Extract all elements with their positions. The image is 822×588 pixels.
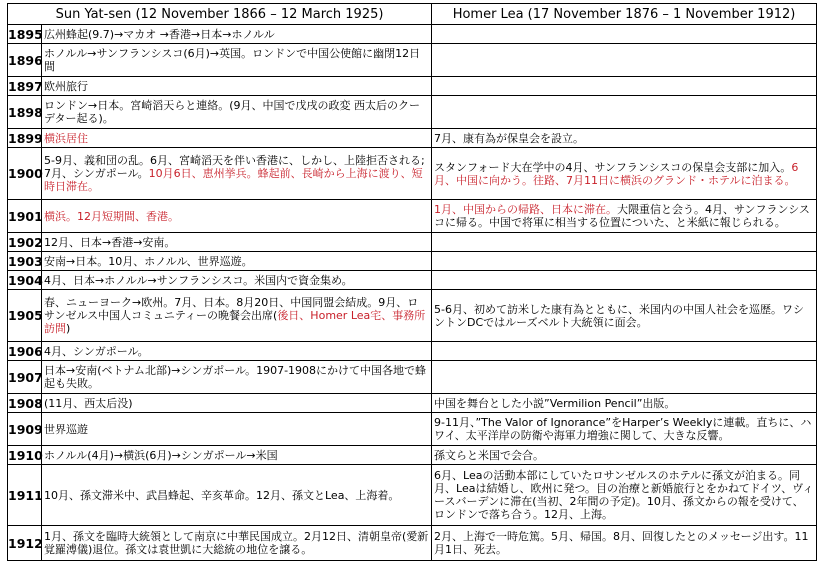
- event-text: 広州蜂起(9.7)→マカオ →香港→日本→ホノルル: [44, 27, 275, 41]
- event-text: 4月、シンガポール。: [44, 344, 149, 358]
- event-text: 孫文らと米国で会合。: [434, 448, 545, 462]
- homer-lea-event-cell: [432, 252, 817, 271]
- sun-yat-sen-event-cell: [42, 77, 432, 96]
- event-text: 10月6日、恵州挙兵。蜂起前、長崎から上海に渡り、短時日滞在。: [44, 167, 423, 193]
- homer-lea-event-cell: [432, 413, 817, 446]
- sun-yat-sen-event-cell: [42, 44, 432, 77]
- year-cell: 1906: [8, 343, 43, 359]
- event-text: ): [66, 322, 71, 335]
- table-row: [8, 96, 817, 129]
- header-row: [8, 4, 817, 25]
- event-text: 6月、中国に向かう。往路、7月11日に横浜のグランド・ホテルに泊まる。: [434, 160, 799, 187]
- homer-lea-event-cell: [432, 44, 817, 77]
- year-cell: 1897: [8, 78, 43, 94]
- sun-yat-sen-event-cell: [42, 342, 432, 361]
- event-text: 大隈重信と会う。4月、サンフランシスコに帰る。中国で将軍に相当する位置についた、と米紙に報じられる。: [434, 203, 810, 229]
- homer-lea-event-cell: [432, 25, 817, 44]
- event-text: 4月、日本→ホノルル→サンフランシスコ。米国内で資金集め。: [44, 273, 353, 287]
- table-row: [8, 342, 817, 361]
- table-row: [8, 446, 817, 465]
- year-cell: 1899: [8, 130, 43, 146]
- homer-lea-event-cell: [432, 465, 817, 526]
- table-row: [8, 148, 817, 200]
- table-row: [8, 233, 817, 252]
- table-row: [8, 413, 817, 446]
- table-row: [8, 394, 817, 413]
- event-text: 2月、上海で一時危篤。5月、帰国。8月、回復したとのメッセージ出す。11月1日、死去。: [434, 530, 809, 556]
- sun-yat-sen-event-cell: [42, 290, 432, 342]
- year-cell: 1898: [8, 96, 42, 129]
- event-text: ホノルル→サンフランシスコ(6月)→英国。ロンドンで中国公使館に幽閉12日間: [44, 47, 421, 73]
- event-text: 横浜。12月短期間、香港。: [44, 209, 179, 223]
- year-cell: 1904: [8, 272, 43, 288]
- sun-yat-sen-event-cell: [42, 361, 432, 394]
- year-cell: 1907: [8, 361, 42, 394]
- year-cell: 1912: [8, 526, 42, 561]
- header-sun-yat-sen: Sun Yat-sen (12 November 1866 – 12 March 1925): [8, 4, 432, 25]
- sun-yat-sen-event-cell: [42, 413, 432, 446]
- year-cell: 1902: [8, 234, 43, 250]
- homer-lea-event-cell: [432, 446, 817, 465]
- homer-lea-event-cell: [432, 77, 817, 96]
- table-row: [8, 290, 817, 342]
- event-text: 9-11月、”The Valor of Ignorance”をHarper’s Weeklyに連載。直ちに、ハワイ、太平洋岸の防衛や海軍力増強に関して、大きな反響。: [434, 416, 812, 442]
- year-cell: 1908: [8, 395, 43, 411]
- table-row: [8, 77, 817, 96]
- sun-yat-sen-event-cell: [42, 129, 432, 148]
- event-text: 5-6月、初めて訪米した康有為とともに、米国内の中国人社会を巡歴。ワシントンDCではルーズベルト大統領に面会。: [434, 302, 804, 329]
- sun-yat-sen-event-cell: [42, 96, 432, 129]
- event-text: スタンフォード大在学中の4月、サンフランシスコの保皇会支部に加入。: [434, 160, 792, 174]
- sun-yat-sen-event-cell: [42, 526, 432, 561]
- sun-yat-sen-event-cell: [42, 394, 432, 413]
- event-text: ロンドン→日本。宮崎滔天らと連絡。(9月、中国で戊戌の政変 西太后のクーデター起る)。: [44, 99, 421, 125]
- sun-yat-sen-event-cell: [42, 148, 432, 200]
- homer-lea-event-cell: [432, 233, 817, 252]
- event-text: 6月、Leaの活動本部にしていたロサンゼルスのホテルに孫文が泊まる。同月、Leaは結婚し、欧州に発つ。目の治療と新婚旅行とをかねてドイツ、ヴィースバーデンに滞在(当初、2年間の予定)。10月、孫文からの報を受けて、ロンドンで落ち合う。12月、上海。: [434, 469, 814, 521]
- event-text: 欧州旅行: [44, 79, 88, 93]
- homer-lea-event-cell: [432, 129, 817, 148]
- sun-yat-sen-event-cell: [42, 200, 432, 233]
- event-text: 中国を舞台とした小説”Vermilion Pencil”出版。: [434, 396, 676, 410]
- homer-lea-event-cell: [432, 394, 817, 413]
- table-row: [8, 252, 817, 271]
- year-cell: 1903: [8, 253, 43, 269]
- event-text: 後日、Homer Lea宅、事務所訪問: [44, 309, 426, 335]
- table-row: [8, 526, 817, 561]
- homer-lea-event-cell: [432, 342, 817, 361]
- homer-lea-event-cell: [432, 96, 817, 129]
- event-text: 安南→日本。10月、ホノルル、世界巡遊。: [44, 254, 253, 268]
- event-text: (11月、西太后没): [44, 396, 133, 410]
- homer-lea-event-cell: [432, 148, 817, 200]
- event-text: 日本→安南(ベトナム北部)→シンガポール。1907-1908にかけて中国各地で蜂起も失敗。: [44, 364, 427, 390]
- table-row: [8, 271, 817, 290]
- table-row: [8, 25, 817, 44]
- table-row: [8, 129, 817, 148]
- homer-lea-event-cell: [432, 200, 817, 233]
- sun-yat-sen-event-cell: [42, 465, 432, 526]
- header-homer-lea: Homer Lea (17 November 1876 – 1 November 1912): [432, 4, 817, 25]
- event-text: 世界巡遊: [44, 422, 88, 436]
- table-row: [8, 465, 817, 526]
- event-text: 7月、康有為が保皇会を設立。: [434, 131, 585, 145]
- event-text: 1月、孫文を臨時大統領として南京に中華民国成立。2月12日、清朝皇帝(愛新覚羅溥儀)退位。孫文は袁世凱に大総統の地位を譲る。: [44, 530, 429, 556]
- timeline-table: [7, 3, 817, 561]
- sun-yat-sen-event-cell: [42, 25, 432, 44]
- table-row: [8, 200, 817, 233]
- event-text: 1月、中国からの帰路、日本に滞在。: [434, 203, 618, 216]
- event-text: 10月、孫文滞米中、武昌蜂起、辛亥革命。12月、孫文とLea、上海着。: [44, 488, 400, 502]
- event-text: ホノルル(4月)→横浜(6月)→シンガポール→米国: [44, 448, 278, 462]
- homer-lea-event-cell: [432, 526, 817, 561]
- sun-yat-sen-event-cell: [42, 233, 432, 252]
- event-text: 5-9月、義和団の乱。6月、宮崎滔天を伴い香港に、しかし、上陸拒否される; 7月、シンガポール。: [44, 154, 425, 180]
- sun-yat-sen-event-cell: [42, 446, 432, 465]
- year-cell: 1910: [8, 447, 43, 463]
- year-cell: 1911: [8, 465, 42, 526]
- year-cell: 1909: [8, 413, 42, 446]
- sun-yat-sen-event-cell: [42, 252, 432, 271]
- year-cell: 1901: [8, 200, 42, 233]
- year-cell: 1896: [8, 44, 42, 77]
- event-text: 12月、日本→香港→安南。: [44, 235, 176, 249]
- sun-yat-sen-event-cell: [42, 271, 432, 290]
- year-cell: 1900: [8, 148, 42, 200]
- table-row: [8, 361, 817, 394]
- homer-lea-event-cell: [432, 290, 817, 342]
- homer-lea-event-cell: [432, 361, 817, 394]
- table-row: [8, 44, 817, 77]
- year-cell: 1895: [8, 26, 43, 42]
- year-cell: 1905: [8, 290, 42, 342]
- event-text: 春、ニューヨーク→欧州。7月、日本。8月20日、中国同盟会結成。9月、ロサンゼルス中国人コミュニティーの晩餐会出席(: [44, 296, 419, 322]
- homer-lea-event-cell: [432, 271, 817, 290]
- event-text: 横浜居住: [44, 131, 88, 145]
